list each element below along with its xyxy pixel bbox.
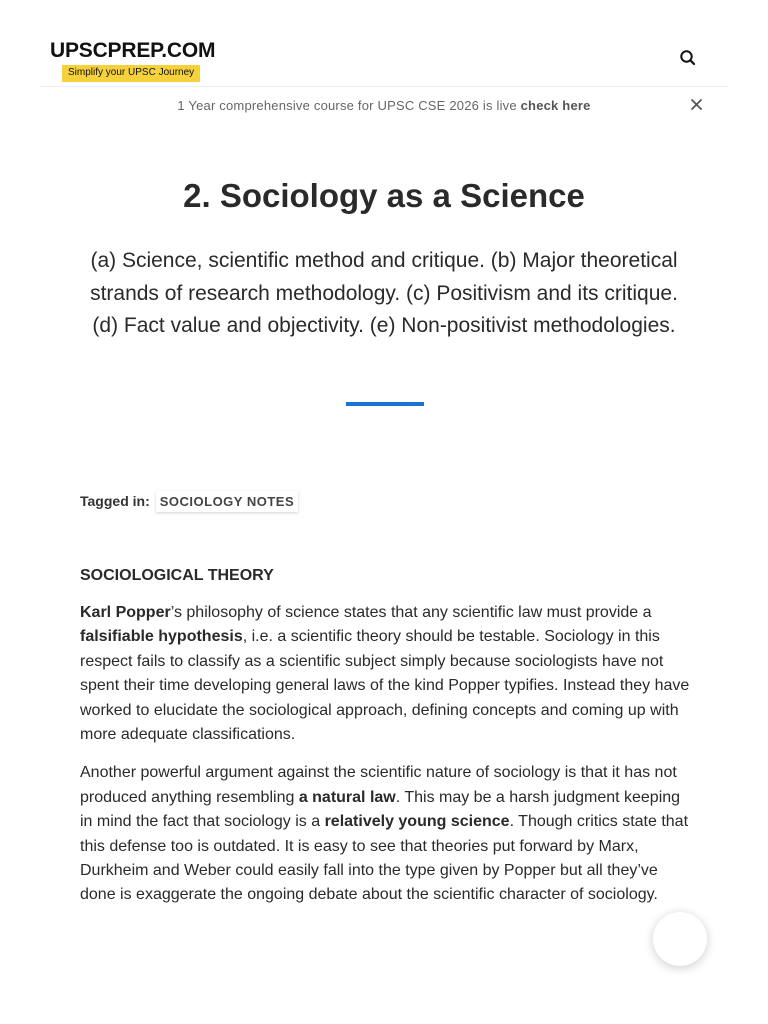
close-icon (688, 96, 706, 114)
section-heading: SOCIOLOGICAL THEORY (80, 567, 274, 584)
announcement-close-button[interactable] (688, 96, 706, 114)
tagged-in-label: Tagged in: (80, 493, 150, 509)
page-title: 2. Sociology as a Science (183, 177, 585, 214)
paragraph-1: Karl Popper’s philosophy of science states that any scientific law must provide a falsifiable hypothesis, i.e. a scientific theory should be testable. Sociology in this respect fails to classify as a scientific subject simply because sociologists have not spent their time developing general laws of the kind Popper typifies. Instead they have worked to elucidate the sociological approach, defining concepts and coming up with more adequate classifications. (80, 604, 690, 744)
search-icon (678, 48, 698, 68)
site-logo[interactable] (50, 40, 215, 82)
floating-action-button[interactable] (653, 912, 707, 966)
logo-tagline: Simplify your UPSC Journey (62, 65, 200, 82)
announcement-link[interactable]: check here (520, 98, 591, 113)
title-accent-divider (346, 402, 424, 406)
search-button[interactable] (678, 48, 698, 68)
header-divider (40, 86, 728, 87)
site-header (0, 0, 768, 86)
article-body (80, 564, 692, 922)
announcement-text: 1 Year comprehensive course for UPSC CSE 2026 is live (177, 98, 517, 113)
announcement-bar (0, 96, 768, 116)
page-subtitle: (a) Science, scientific method and critique. (b) Major theoretical strands of research methodology. (c) Positivism and its critique. (d) Fact value and objectivity. (e) Non-positivist methodologies. (90, 249, 678, 337)
tag-sociology-notes[interactable]: SOCIOLOGY NOTES (156, 491, 298, 512)
logo-text: UPSCPREP.COM (50, 39, 216, 62)
paragraph-2: Another powerful argument against the scientific nature of sociology is that it has not produced anything resembling a natural law. This may be a harsh judgment keeping in mind the fact that sociology is a relatively young science. Though critics state that this defense too is outdated. It is easy to see that theories put forward by Marx, Durkheim and Weber could easily fall into the type given by Popper but all they’ve done is exaggerate the ongoing debate about the scientific character of sociology. (80, 764, 689, 904)
tag-list (80, 488, 298, 514)
